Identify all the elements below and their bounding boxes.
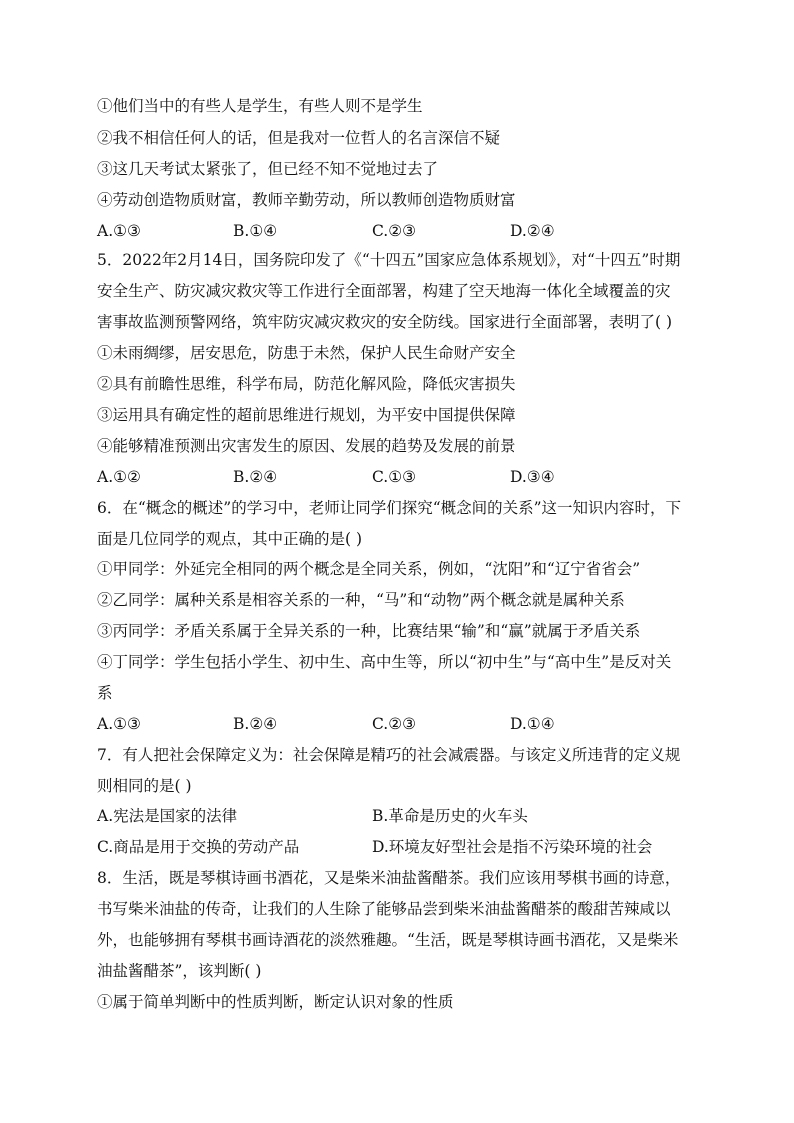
q8-stem-line-4: 油盐酱醋茶”，该判断( ) bbox=[97, 962, 262, 980]
q6-option-b: B.②④ bbox=[233, 715, 278, 733]
q8-stem-line-1: 8．生活，既是琴棋诗画书酒花，又是柴米油盐酱醋茶。我们应该用琴棋书画的诗意， bbox=[97, 869, 681, 887]
q5-stem-line-3: 害事故监测预警网络，筑牢防灾减灾救灾的安全防线。国家进行全面部署，表明了( ) bbox=[97, 313, 673, 331]
q7-option-b: B.革命是历史的火车头 bbox=[372, 807, 528, 825]
q6-statement-2: ②乙同学：属种关系是相容关系的一种，“马”和“动物”两个概念就是属种关系 bbox=[97, 591, 625, 609]
q4-option-b: B.①④ bbox=[233, 222, 278, 240]
q6-stem-line-2: 面是几位同学的观点，其中正确的是( ) bbox=[97, 530, 363, 548]
q7-option-a: A.宪法是国家的法律 bbox=[97, 807, 238, 825]
q6-statement-4: ④丁同学：学生包括小学生、初中生、高中生等，所以“初中生”与“高中生”是反对关 bbox=[97, 653, 672, 671]
q4-statement-1: ①他们当中的有些人是学生，有些人则不是学生 bbox=[97, 97, 423, 115]
q4-option-c: C.②③ bbox=[372, 222, 417, 240]
q7-stem-line-1: 7．有人把社会保障定义为：社会保障是精巧的社会减震器。与该定义所违背的定义规 bbox=[97, 746, 681, 764]
q8-stem-line-3: 外，也能够拥有琴棋书画诗酒花的淡然雅趣。“生活，既是琴棋诗画书酒花，又是柴米 bbox=[97, 931, 679, 949]
q6-option-d: D.①④ bbox=[510, 715, 555, 733]
q5-option-b: B.②④ bbox=[233, 468, 278, 486]
q5-option-c: C.①③ bbox=[372, 468, 417, 486]
q5-statement-3: ③运用具有确定性的超前思维进行规划，为平安中国提供保障 bbox=[97, 406, 516, 424]
q6-option-c: C.②③ bbox=[372, 715, 417, 733]
q7-option-c: C.商品是用于交换的劳动产品 bbox=[97, 838, 300, 856]
q5-stem-line-2: 安全生产、防灾减灾救灾等工作进行全面部署，构建了空天地海一体化全域覆盖的灾 bbox=[97, 282, 671, 300]
q5-option-a: A.①② bbox=[97, 468, 141, 486]
q5-stem-line-1: 5．2022年2月14日，国务院印发了《“十四五”国家应急体系规划》，对“十四五”时期 bbox=[97, 251, 681, 269]
q4-statement-4: ④劳动创造物质财富，教师辛勤劳动，所以教师创造物质财富 bbox=[97, 191, 516, 209]
q6-statement-3: ③丙同学：矛盾关系属于全异关系的一种，比赛结果“输”和“赢”就属于矛盾关系 bbox=[97, 622, 641, 640]
q5-option-d: D.③④ bbox=[510, 468, 555, 486]
q8-stem-line-2: 书写柴米油盐的传奇，让我们的人生除了能够品尝到柴米油盐酱醋茶的酸甜苦辣咸以 bbox=[97, 900, 671, 918]
q6-statement-1: ①甲同学：外延完全相同的两个概念是全同关系，例如，“沈阳”和“辽宁省省会” bbox=[97, 560, 641, 578]
q4-statement-2: ②我不相信任何人的话，但是我对一位哲人的名言深信不疑 bbox=[97, 129, 501, 147]
q4-option-a: A.①③ bbox=[97, 222, 141, 240]
q5-statement-2: ②具有前瞻性思维，科学布局，防范化解风险，降低灾害损失 bbox=[97, 375, 516, 393]
q7-stem-line-2: 则相同的是( ) bbox=[97, 777, 192, 795]
q6-statement-4-cont: 系 bbox=[97, 684, 113, 702]
q4-statement-3: ③这几天考试太紧张了，但已经不知不觉地过去了 bbox=[97, 160, 439, 178]
q5-statement-4: ④能够精准预测出灾害发生的原因、发展的趋势及发展的前景 bbox=[97, 437, 516, 455]
q7-option-d: D.环境友好型社会是指不污染环境的社会 bbox=[372, 838, 653, 856]
q6-option-a: A.①③ bbox=[97, 715, 141, 733]
q8-statement-1: ①属于简单判断中的性质判断，断定认识对象的性质 bbox=[97, 993, 454, 1011]
q5-statement-1: ①未雨绸缪，居安思危，防患于未然，保护人民生命财产安全 bbox=[97, 344, 516, 362]
q4-option-d: D.②④ bbox=[510, 222, 555, 240]
q6-stem-line-1: 6．在“概念的概述”的学习中，老师让同学们探究“概念间的关系”这一知识内容时，下 bbox=[97, 499, 682, 517]
